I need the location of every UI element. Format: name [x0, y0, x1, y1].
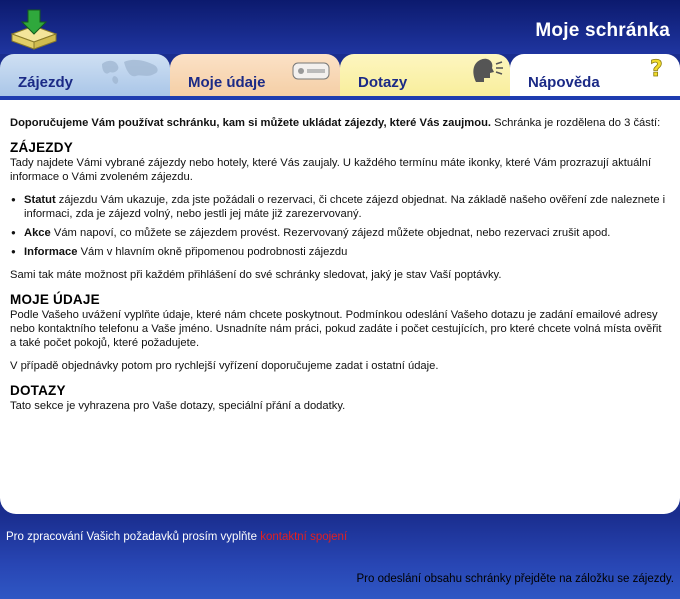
- tab-napoveda[interactable]: [510, 54, 680, 96]
- list-item-term: Statut: [24, 194, 56, 206]
- header-bar: [0, 0, 680, 54]
- list-item: [24, 245, 670, 259]
- tab-zajezdy-label: Zájezdy: [18, 74, 74, 91]
- tab-moje-udaje[interactable]: [170, 54, 340, 96]
- question-mark-icon: [648, 56, 668, 82]
- list-item-term: Informace: [24, 246, 78, 258]
- zajezdy-list: [10, 193, 670, 259]
- zajezdy-text: Tady najdete Vámi vybrané zájezdy nebo hotely, které Vás zaujaly. U každého termínu máte ikonky, které Vám prozrazují aktuální informace o Vámi zvoleném zájezdu.: [10, 157, 652, 183]
- section-heading-dotazy: DOTAZY: [10, 383, 66, 398]
- tab-zajezdy[interactable]: [0, 54, 170, 96]
- dotazy-text: Tato sekce je vyhrazena pro Vaše dotazy, speciální přání a dodatky.: [10, 400, 346, 412]
- speaking-head-icon: [470, 56, 504, 84]
- moje-udaje-text2: V případě objednávky potom pro rychlejší vyřízení doporučujeme zadat i ostatní údaje.: [10, 360, 439, 372]
- intro-rest: Schránka je rozdělena do 3 částí:: [491, 117, 661, 129]
- tab-bar: [0, 54, 680, 96]
- list-item-text: Vám napoví, co můžete se zájezdem provést. Rezervovaný zájezd můžete objednat, nebo rezervaci zrušit apod.: [50, 227, 611, 239]
- list-item-text: Vám v hlavním okně připomenou podrobnosti zájezdu: [77, 246, 348, 258]
- zajezdy-after: Sami tak máte možnost při každém přihlášení do své schránky sledovat, jaký je stav Vaší poptávky.: [10, 269, 502, 281]
- tab-napoveda-label: Nápověda: [528, 74, 600, 91]
- list-item-text: zájezdu Vám ukazuje, zda jste požádali o rezervaci, či chcete zájezd objednat. Na základě našeho ověření zde naleznete i informaci, zda je zájezd volný, nebo jestli jej máte již zarezervovaný.: [24, 194, 666, 220]
- tab-dotazy[interactable]: [340, 54, 510, 96]
- list-item: [24, 226, 670, 240]
- section-heading-zajezdy: ZÁJEZDY: [10, 140, 73, 155]
- tab-moje-udaje-label: Moje údaje: [188, 74, 266, 91]
- contact-link[interactable]: kontaktní spojení: [260, 531, 348, 543]
- help-content: [0, 100, 680, 514]
- svg-text:?: ?: [650, 57, 663, 82]
- intro-bold: Doporučujeme Vám používat schránku, kam si můžete ukládat zájezdy, které Vás zaujmou.: [10, 117, 492, 129]
- footer-area: [0, 514, 680, 599]
- footer-contact-note: [6, 531, 347, 543]
- tab-dotazy-label: Dotazy: [358, 74, 408, 91]
- download-box-icon: [8, 8, 60, 50]
- page-title: Moje schránka: [535, 20, 670, 41]
- id-card-icon: [292, 62, 330, 82]
- footer-prefix: Pro zpracování Vašich požadavků prosím vyplňte: [6, 531, 261, 543]
- list-item: [24, 193, 670, 221]
- footer-send-note: Pro odeslání obsahu schránky přejděte na záložku se zájezdy.: [356, 573, 674, 585]
- moje-udaje-text1: Podle Vašeho uvážení vyplňte údaje, které nám chcete poskytnout. Podmínkou odeslání Vašeho dotazu je zadání emailové adresy nebo kontaktního telefonu a Vaše jméno. Usnadníte nám práci, pokud zadáte i počet cestujících, pro které chcete volná místa ověřit a také počet pokojů, které požadujete.: [10, 309, 662, 349]
- world-map-icon: [96, 56, 166, 86]
- list-item-term: Akce: [24, 227, 51, 239]
- intro-text: [10, 116, 670, 130]
- section-heading-moje-udaje: MOJE ÚDAJE: [10, 292, 100, 307]
